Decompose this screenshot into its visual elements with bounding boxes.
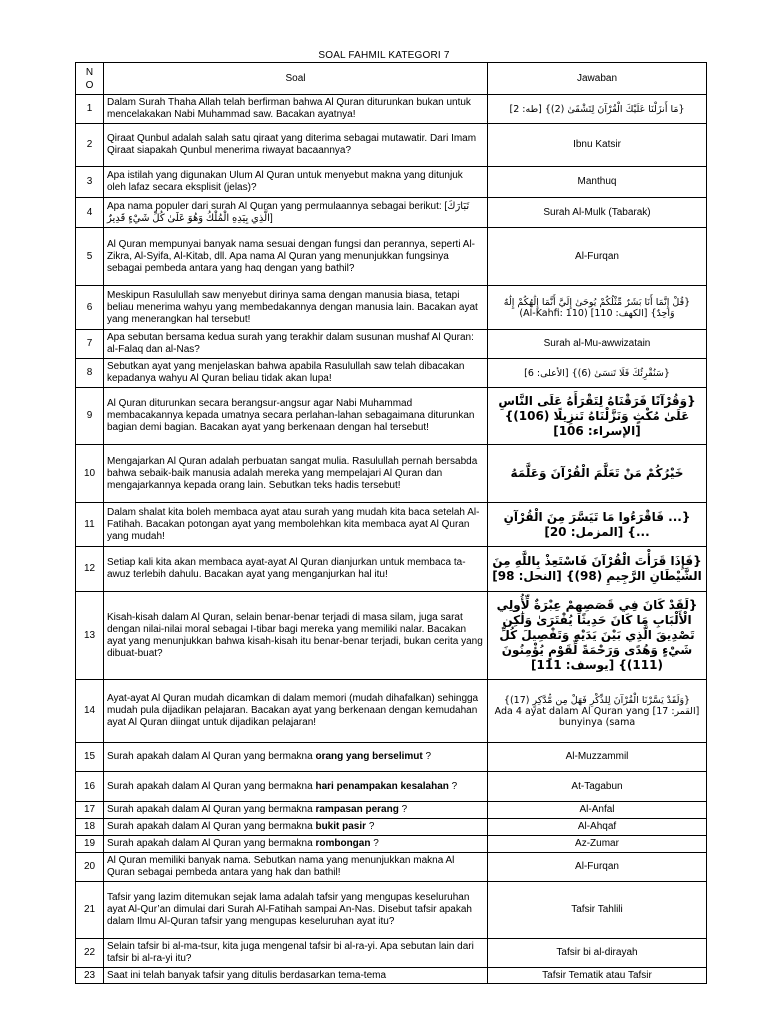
question-text: Meskipun Rasulullah saw menyebut dirinya sama dengan manusia biasa, tetapi beliau menerima wahyu yang membedakannya dengan manusia lain. Bacakan ayat yang menerangkan hal tersebut! xyxy=(104,286,488,330)
row-number: 19 xyxy=(76,836,104,853)
table-row xyxy=(76,743,707,772)
answer-text: {فَإِذَا قَرَأْتَ الْقُرْآنَ فَاسْتَعِذْ بِاللَّهِ مِنَ الشَّيْطَانِ الرَّجِيمِ (98)} [النحل: 98] xyxy=(488,547,707,592)
row-number: 3 xyxy=(76,167,104,198)
question-text: Surah apakah dalam Al Quran yang bermakna rampasan perang ? xyxy=(104,802,488,819)
table-row xyxy=(76,802,707,819)
table-row xyxy=(76,882,707,939)
meaning-keyword: orang yang berselimut xyxy=(315,751,423,762)
question-text: Apa nama populer dari surah Al Quran yang permulaannya sebagai berikut: [تَبَارَكَ الَّذِي بِيَدِهِ الْمُلْكُ وَهُوَ عَلَىٰ كُلِّ شَيْءٍ قَدِيرٌ] xyxy=(104,198,488,228)
row-number: 15 xyxy=(76,743,104,772)
table-row xyxy=(76,772,707,802)
answer-text: Al-Muzzammil xyxy=(488,743,707,772)
row-number: 22 xyxy=(76,939,104,968)
table-row xyxy=(76,592,707,680)
row-number: 1 xyxy=(76,95,104,124)
question-text: Apa sebutan bersama kedua surah yang terakhir dalam susunan mushaf Al Quran: al-Falaq dan al-Nas? xyxy=(104,330,488,359)
table-row xyxy=(76,95,707,124)
table-row xyxy=(76,286,707,330)
document-title: SOAL FAHMIL KATEGORI 7 xyxy=(318,50,450,61)
question-text: Saat ini telah banyak tafsir yang ditulis berdasarkan tema-tema xyxy=(104,968,488,984)
answer-text: Al-Ahqaf xyxy=(488,819,707,836)
row-number: 6 xyxy=(76,286,104,330)
table-row xyxy=(76,198,707,228)
answer-text: At-Tagabun xyxy=(488,772,707,802)
row-number: 17 xyxy=(76,802,104,819)
row-number: 10 xyxy=(76,445,104,503)
header-jawaban: Jawaban xyxy=(488,63,707,95)
header-no: N O xyxy=(76,63,104,95)
table-row xyxy=(76,680,707,743)
table-row xyxy=(76,503,707,547)
answer-text: Az-Zumar xyxy=(488,836,707,853)
table-row xyxy=(76,167,707,198)
meaning-keyword: rombongan xyxy=(315,838,371,849)
table-row xyxy=(76,836,707,853)
row-number: 4 xyxy=(76,198,104,228)
meaning-keyword: bukit pasir xyxy=(315,821,367,832)
answer-text: {سَنُقْرِئُكَ فَلَا تَنسَىٰ (6)} [الأعلى: 6] xyxy=(488,359,707,388)
answer-text: خَيْرُكُمْ مَنْ تَعَلَّمَ الْقُرْآنَ وَعَلَّمَهُ xyxy=(488,445,707,503)
question-text: Dalam shalat kita boleh membaca ayat atau surah yang mudah kita baca setelah Al-Fatihah. Bacakan potongan ayat yang membolehkan kita membaca ayat Al Quran yang mudah! xyxy=(104,503,488,547)
table-header-row xyxy=(76,63,707,95)
answer-text: Tafsir Tematik atau Tafsir xyxy=(488,968,707,984)
row-number: 21 xyxy=(76,882,104,939)
answer-text: Al-Anfal xyxy=(488,802,707,819)
table-row xyxy=(76,939,707,968)
table-row xyxy=(76,853,707,882)
row-number: 8 xyxy=(76,359,104,388)
row-number: 20 xyxy=(76,853,104,882)
question-text: Apa istilah yang digunakan Ulum Al Quran untuk menyebut makna yang ditunjuk oleh lafaz secara eksplisit (jelas)? xyxy=(104,167,488,198)
answer-text: Surah al-Mu-awwizatain xyxy=(488,330,707,359)
answer-text: {وَقُرْآنًا فَرَقْنَاهُ لِتَقْرَأَهُ عَلَى النَّاسِ عَلَىٰ مُكْثٍ وَنَزَّلْنَاهُ تَنزِيلًا (106)} [الإسراء: 106] xyxy=(488,388,707,445)
question-text: Tafsir yang lazim ditemukan sejak lama adalah tafsir yang mengupas keseluruhan ayat Al-Qur’an dimulai dari Surah Al-Fatihah sampai An-Nas. Disebut tafsir apakah dalam Ilmu Al-Quran tafsir yang mengupas keseluruhan ayat itu? xyxy=(104,882,488,939)
table-row xyxy=(76,228,707,286)
answer-text: Tafsir Tahlili xyxy=(488,882,707,939)
answer-text: {وَلَقَدْ يَسَّرْنَا الْقُرْآنَ لِلذِّكْرِ فَهَلْ مِن مُّدَّكِرٍ (17)} [القمر: 17] Ada 4 ayat dalam Al Quran yang bunyinya (sama xyxy=(488,680,707,743)
answer-text: {مَا أَنزَلْنَا عَلَيْكَ الْقُرْآنَ لِتَشْقَىٰ (2)} [طه: 2] xyxy=(488,95,707,124)
row-number: 11 xyxy=(76,503,104,547)
table-row xyxy=(76,330,707,359)
question-text: Dalam Surah Thaha Allah telah berfirman bahwa Al Quran diturunkan bukan untuk mencelakakan Nabi Muhammad saw. Bacakan ayatnya! xyxy=(104,95,488,124)
row-number: 2 xyxy=(76,124,104,167)
answer-text: {لَقَدْ كَانَ فِي قَصَصِهِمْ عِبْرَةٌ لِّأُولِي الْأَلْبَابِ مَا كَانَ حَدِيثًا يُفْتَرَىٰ وَلَٰكِن تَصْدِيقَ الَّذِي بَيْنَ يَدَيْهِ وَتَفْصِيلَ كُلِّ شَيْءٍ وَهُدًى وَرَحْمَةً لِّقَوْمٍ يُؤْمِنُونَ (111)} [يوسف: 111] xyxy=(488,592,707,680)
row-number: 12 xyxy=(76,547,104,592)
question-text: Kisah-kisah dalam Al Quran, selain benar-benar terjadi di masa silam, juga sarat dengan nilai-nilai moral sebagai I-tibar bagi mereka yang memiliki nalar. Bacakan ayat yang menunjukkan bahwa kisah-kisah itu benar-benar terjadi, bukan cerita yang dibuat-buat? xyxy=(104,592,488,680)
row-number: 13 xyxy=(76,592,104,680)
answer-text: Tafsir bi al-dirayah xyxy=(488,939,707,968)
question-text: Ayat-ayat Al Quran mudah dicamkan di dalam memori (mudah dihafalkan) sehingga mudah pula dijadikan pelajaran. Bacakan ayat yang berkenaan dengan kemudahan ayat Al Quran diingat untuk dijadikan pelajaran! xyxy=(104,680,488,743)
question-text: Setiap kali kita akan membaca ayat-ayat Al Quran dianjurkan untuk membaca ta-awuz terlebih dahulu. Bacakan ayat yang menganjurkan hal itu! xyxy=(104,547,488,592)
question-text: Surah apakah dalam Al Quran yang bermakna bukit pasir ? xyxy=(104,819,488,836)
question-text: Surah apakah dalam Al Quran yang bermakna hari penampakan kesalahan ? xyxy=(104,772,488,802)
question-table xyxy=(75,62,707,984)
table-row xyxy=(76,819,707,836)
row-number: 18 xyxy=(76,819,104,836)
row-number: 7 xyxy=(76,330,104,359)
table-row xyxy=(76,388,707,445)
question-text: Surah apakah dalam Al Quran yang bermakna orang yang berselimut ? xyxy=(104,743,488,772)
answer-text: Manthuq xyxy=(488,167,707,198)
answer-text: Surah Al-Mulk (Tabarak) xyxy=(488,198,707,228)
question-text: Mengajarkan Al Quran adalah perbuatan sangat mulia. Rasulullah pernah bersabda bahwa sebaik-baik manusia adalah mereka yang mempelajari Al Quran dan mengajarkannya kepada orang lain. Sebutkan teks hadis tersebut! xyxy=(104,445,488,503)
table-row xyxy=(76,968,707,984)
row-number: 14 xyxy=(76,680,104,743)
table-row xyxy=(76,547,707,592)
header-soal: Soal xyxy=(104,63,488,95)
answer-text: Ibnu Katsir xyxy=(488,124,707,167)
row-number: 9 xyxy=(76,388,104,445)
question-text: Al Quran mempunyai banyak nama sesuai dengan fungsi dan perannya, seperti Al-Zikra, Al-Syifa, Al-Kitab, dll. Apa nama Al Quran yang menunjukkan fungsinya sebagai pembeda antara yang haq dengan yang bathil? xyxy=(104,228,488,286)
answer-text: {قُلْ إِنَّمَا أَنَا بَشَرٌ مِّثْلُكُمْ يُوحَىٰ إِلَيَّ أَنَّمَا إِلَٰهُكُمْ إِلَٰهٌ وَاحِدٌ} [الكهف: 110] (Al-Kahfi: 110) xyxy=(488,286,707,330)
question-text: Selain tafsir bi al-ma-tsur, kita juga mengenal tafsir bi al-ra-yi. Apa sebutan lain dari tafsir bi al-ra-yi itu? xyxy=(104,939,488,968)
row-number: 23 xyxy=(76,968,104,984)
answer-text: Al-Furqan xyxy=(488,228,707,286)
meaning-keyword: rampasan perang xyxy=(315,804,399,815)
table-row xyxy=(76,124,707,167)
question-text: Surah apakah dalam Al Quran yang bermakna rombongan ? xyxy=(104,836,488,853)
table-row xyxy=(76,359,707,388)
table-row xyxy=(76,445,707,503)
answer-text: Al-Furqan xyxy=(488,853,707,882)
row-number: 5 xyxy=(76,228,104,286)
question-text: Qiraat Qunbul adalah salah satu qiraat yang diterima sebagai mutawatir. Dari Imam Qiraat siapakah Qunbul menerima riwayat bacaannya? xyxy=(104,124,488,167)
question-text: Al Quran diturunkan secara berangsur-angsur agar Nabi Muhammad membacakannya kepada umatnya secara perlahan-lahan sebagaimana diturunkan bagian demi bagian. Bacakan ayat yang berkenaan dengan hal tersebut! xyxy=(104,388,488,445)
question-text: Al Quran memiliki banyak nama. Sebutkan nama yang menunjukkan makna Al Quran sebagai pembeda antara yang hak dan bathil! xyxy=(104,853,488,882)
row-number: 16 xyxy=(76,772,104,802)
meaning-keyword: hari penampakan kesalahan xyxy=(315,780,449,792)
question-text: Sebutkan ayat yang menjelaskan bahwa apabila Rasulullah saw telah dibacakan kepadanya wahyu Al Quran beliau tidak akan lupa! xyxy=(104,359,488,388)
answer-text: {... فَاقْرَءُوا مَا تَيَسَّرَ مِنَ الْقُرْآنِ ...} [المزمل: 20] xyxy=(488,503,707,547)
